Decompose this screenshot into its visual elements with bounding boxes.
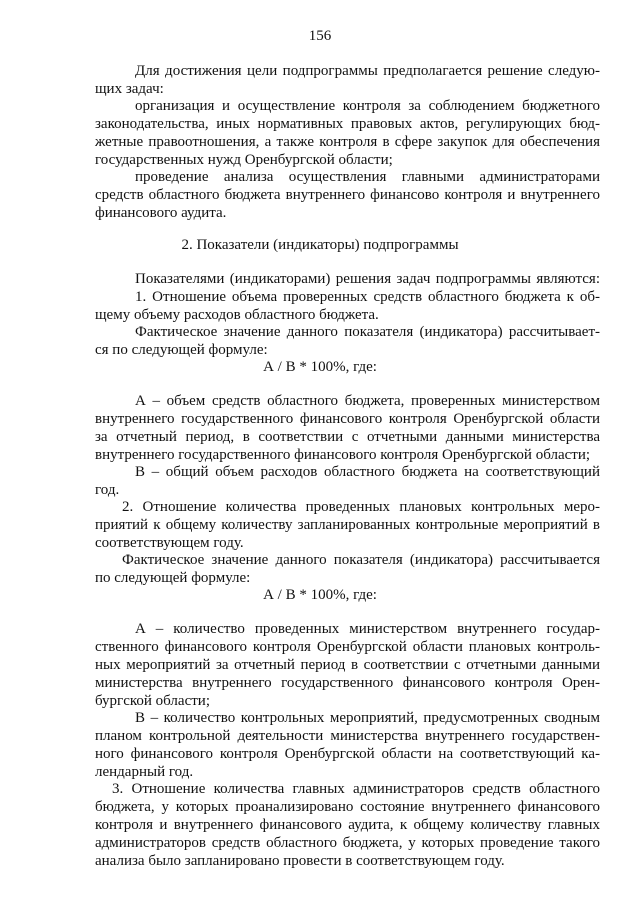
def1-a-line-1: А – объем средств областного бюджета, проверенных министерством [135, 393, 600, 409]
calc2-line-1: Фактическое значение данного показателя (индикатора) рассчитывается [122, 552, 600, 568]
indicator3-line-3: контроля и внутреннего финансового аудита, к общему количеству главных [95, 817, 600, 833]
task2-line-3: финансового аудита. [95, 205, 227, 221]
indicator3-line-5: анализа было запланировано провести в соответствующем году. [95, 853, 505, 869]
def2-b-line-4: лендарный год. [95, 764, 194, 780]
indicators-intro: Показателями (индикаторами) решения задач подпрограммы являются: [135, 271, 600, 287]
calc1-line-1: Фактическое значение данного показателя (индикатора) рассчитывает- [135, 324, 600, 340]
intro-line-2: щих задач: [95, 81, 164, 97]
indicator2-line-1: 2. Отношение количества проведенных плановых контрольных меро- [122, 499, 600, 515]
indicator2-line-3: соответствующем году. [95, 535, 244, 551]
def1-b-line-1: В – общий объем расходов областного бюджета на соответствующий [135, 464, 600, 480]
intro-line-1: Для достижения цели подпрограммы предполагается решение следую- [135, 63, 600, 79]
indicator2-line-2: приятий к общему количеству запланированных контрольные мероприятий в [95, 517, 600, 533]
calc2-line-2: по следующей формуле: [95, 570, 251, 586]
indicator3-line-1: 3. Отношение количества главных администраторов средств областного [112, 781, 600, 797]
def2-a-line-5: бургской области; [95, 693, 210, 709]
def1-a-line-4: внутреннего государственного финансового контроля Оренбургской области; [95, 447, 591, 463]
def1-b-line-2: год. [95, 482, 120, 498]
def2-a-line-3: ных мероприятий за отчетный период в соответствии с отчетными данными [95, 657, 600, 673]
task1-line-1: организация и осуществление контроля за соблюдением бюджетного [135, 98, 600, 114]
def2-b-line-2: планом контрольной деятельности министерства внутреннего государствен- [95, 728, 600, 744]
def2-b-line-3: ного финансового контроля Оренбургской области на соответствующий ка- [95, 746, 600, 762]
indicator3-line-4: администраторов средств областного бюджета, у которых проведение такого [95, 835, 600, 851]
def1-a-line-2: внутреннего государственного финансового контроля Оренбургской области [95, 411, 600, 427]
def2-a-line-4: министерства внутреннего государственного финансового контроля Орен- [95, 675, 600, 691]
task2-line-1: проведение анализа осуществления главными администраторами [135, 169, 600, 185]
indicator3-line-2: бюджета, у которых проанализировано состояние внутреннего финансового [95, 799, 600, 815]
def2-a-line-2: ственного финансового контроля Оренбургской области плановых контроль- [95, 639, 600, 655]
formula-2: А / В * 100%, где: [263, 587, 377, 603]
section-heading: 2. Показатели (индикаторы) подпрограммы [181, 237, 459, 253]
def2-a-line-1: А – количество проведенных министерством внутреннего государ- [135, 621, 600, 637]
task1-line-4: государственных нужд Оренбургской области; [95, 152, 393, 168]
def2-b-line-1: В – количество контрольных мероприятий, предусмотренных сводным [135, 710, 600, 726]
task1-line-3: жетные правоотношения, а также контроля в сфере закупок для обеспечения [95, 134, 600, 150]
task1-line-2: законодательства, иных нормативных правовых актов, регулирующих бюд- [95, 116, 600, 132]
task2-line-2: средств областного бюджета внутреннего финансово контроля и внутреннего [95, 187, 600, 203]
def1-a-line-3: за отчетный период, в соответствии с отчетными данными министерства [95, 429, 600, 445]
page-number: 156 [308, 28, 332, 44]
formula-1: А / В * 100%, где: [263, 359, 377, 375]
calc1-line-2: ся по следующей формуле: [95, 342, 268, 358]
indicator1-line-2: щему объему расходов областного бюджета. [95, 307, 379, 323]
indicator1-line-1: 1. Отношение объема проверенных средств областного бюджета к об- [135, 289, 600, 305]
